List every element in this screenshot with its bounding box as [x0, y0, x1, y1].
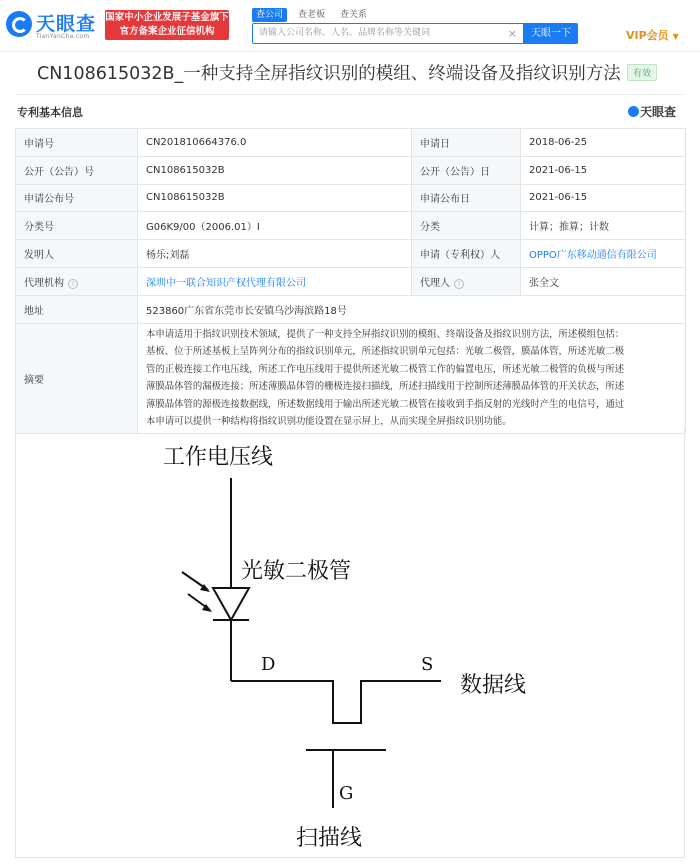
tab-search-company[interactable]: 查公司: [252, 8, 287, 22]
table-row: [16, 323, 686, 433]
help-icon[interactable]: ?: [454, 279, 464, 289]
row-label: 申请公布号: [16, 184, 138, 212]
row-label: 发明人: [16, 240, 138, 268]
vip-menu[interactable]: [626, 27, 679, 43]
patent-figure: [15, 428, 685, 858]
tab-search-relation[interactable]: 查关系: [340, 10, 368, 20]
row-value: 2018-06-25: [521, 129, 686, 157]
patent-info-table: [15, 128, 686, 434]
applicant-link[interactable]: OPPO广东移动通信有限公司: [521, 240, 686, 268]
top-nav-bar: [0, 0, 700, 52]
status-badge: 有效: [627, 64, 657, 81]
gov-badge-line2: 官方备案企业征信机构: [119, 26, 215, 37]
agency-link[interactable]: 深圳中一联合知识产权代理有限公司: [138, 267, 412, 295]
row-label: 分类: [412, 212, 521, 240]
tab-search-boss[interactable]: 查老板: [298, 10, 326, 20]
row-label: 申请日: [412, 129, 521, 157]
row-value: 2021-06-15: [521, 184, 686, 212]
search-placeholder: 请输入公司名称、人名、品牌名称等关键词: [259, 28, 431, 38]
search-input[interactable]: [252, 23, 524, 44]
transistor-channel: [231, 681, 441, 723]
abstract-line: 管的正极连接工作电压线，所述工作电压线用于提供所述光敏二极管工作的偏置电压，所述光敏二极管的负极与所述: [146, 363, 625, 375]
row-label: 申请号: [16, 129, 138, 157]
row-label: 公开（公告）日: [412, 156, 521, 184]
row-label: 申请公布日: [412, 184, 521, 212]
abstract-text: [138, 323, 686, 433]
logo-icon: [6, 11, 32, 37]
table-row: [16, 240, 686, 268]
chevron-down-icon: ▼: [672, 32, 679, 41]
row-label: [16, 267, 138, 295]
row-label: 公开（公告）号: [16, 156, 138, 184]
brand-logo-text: 天眼查: [640, 105, 677, 119]
help-icon[interactable]: ?: [68, 279, 78, 289]
gov-badge[interactable]: [105, 10, 229, 40]
row-label-text: 代理人: [420, 277, 450, 289]
title-row: [37, 60, 667, 88]
drain-label: D: [261, 654, 276, 675]
abstract-line: 薄膜晶体管的漏极连接；所述薄膜晶体管的栅极连接扫描线，所述扫描线用于控制所述薄膜晶体管的开关状态，所述: [146, 381, 625, 393]
clear-icon[interactable]: ×: [507, 27, 517, 40]
search-button[interactable]: 天眼一下: [524, 23, 578, 44]
photodiode-label: 光敏二极管: [241, 559, 352, 584]
row-value: CN108615032B: [138, 184, 412, 212]
row-label: 分类号: [16, 212, 138, 240]
row-label: 申请（专利权）人: [412, 240, 521, 268]
row-value: CN108615032B: [138, 156, 412, 184]
photodiode-symbol: [213, 588, 249, 620]
abstract-line: 本申请适用于指纹识别技术领域，提供了一种支持全屏指纹识别的模组、终端设备及指纹识别方法，所述模组包括：: [146, 328, 625, 340]
row-label: [412, 267, 521, 295]
abstract-line: 薄膜晶体管的源极连接数据线，所述数据线用于输出所述光敏二极管在接收到手指反射的光线时产生的电信号，通过: [146, 398, 625, 410]
row-value: 张全文: [521, 267, 686, 295]
table-row: [16, 267, 686, 295]
logo[interactable]: [6, 9, 102, 43]
row-value: 2021-06-15: [521, 156, 686, 184]
row-value: 计算；推算；计数: [521, 212, 686, 240]
row-label: 摘要: [16, 323, 138, 433]
table-row: [16, 212, 686, 240]
address-value: 523860广东省东莞市长安镇乌沙海滨路18号: [138, 295, 686, 323]
logo-text: 天眼查: [36, 13, 97, 35]
gate-label: G: [339, 783, 354, 804]
row-value: 杨乐;刘磊: [138, 240, 412, 268]
divider: [15, 94, 685, 95]
brand-logo-icon: [628, 106, 639, 117]
scan-line-label: 扫描线: [296, 826, 363, 851]
abstract-line: 基板、位于所述基板上呈阵列分布的指纹识别单元，所述指纹识别单元包括：光敏二极管，膜晶体管，所述光敏二极: [146, 346, 625, 358]
row-value: G06K9/00（2006.01）I: [138, 212, 412, 240]
vip-label: VIP会员: [626, 29, 669, 42]
voltage-line-label: 工作电压线: [163, 445, 274, 470]
data-line-label: 数据线: [460, 673, 527, 698]
source-label: S: [421, 654, 434, 675]
table-row: [16, 156, 686, 184]
brand-logo: [628, 103, 676, 120]
table-row: [16, 184, 686, 212]
row-label: 地址: [16, 295, 138, 323]
gov-badge-line1: 国家中小企业发展子基金旗下: [105, 12, 229, 23]
row-label-text: 代理机构: [24, 277, 64, 289]
page-title: CN108615032B_一种支持全屏指纹识别的模组、终端设备及指纹识别方法: [37, 64, 621, 84]
row-value: CN201810664376.0: [138, 129, 412, 157]
table-row: [16, 129, 686, 157]
section-title: 专利基本信息: [17, 106, 83, 119]
abstract-line: 本申请可以提供一种结构将指纹识别功能设置在显示屏上，从而实现全屏指纹识别功能。: [146, 416, 512, 428]
logo-subtext: TianYanCha.com: [36, 33, 90, 40]
table-row: [16, 295, 686, 323]
